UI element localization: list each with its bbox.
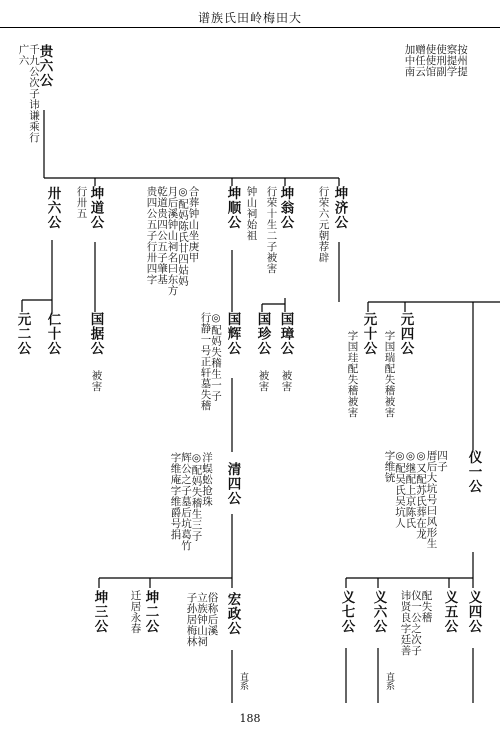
guohui-note xyxy=(200,312,221,411)
person-yuansi-name: 元四公 xyxy=(397,312,414,356)
yuansi-note: 字国瑞配失稽被害 xyxy=(383,330,396,418)
yiyi-note xyxy=(384,450,447,549)
top-right-note-line: 赠任云 xyxy=(414,44,426,77)
kunshun-note-line: ◎配妈陈氏廿四姑妈 xyxy=(177,186,189,287)
yiyi-note-line: 厝后大坑号曰风形生 xyxy=(425,450,438,549)
person-yiwu-name: 义五公 xyxy=(441,590,458,634)
yiwu-note-line: 讳贤良字廷善 xyxy=(399,590,412,656)
person-yiqi-name: 义七公 xyxy=(338,590,355,634)
yiwu-note xyxy=(400,590,432,656)
top-right-note-line: 加中南 xyxy=(403,44,416,77)
kunshun-note-line: 合葬钟山坐庚甲 xyxy=(187,186,200,263)
person-yisi-name: 义四公 xyxy=(465,590,482,634)
kunji-note: 行荣六元朝荐辟 xyxy=(317,186,330,263)
person-qingsi-name: 清四公 xyxy=(224,462,241,506)
yuanshi-note: 字国珪配失稽被害 xyxy=(346,330,359,418)
qingsi-note xyxy=(170,452,212,551)
yiwu-note-line: 仪一公之次子 xyxy=(410,590,422,656)
yiyi-note-line: 字维铳 xyxy=(383,450,396,483)
guozhen-note: 被害 xyxy=(257,370,270,392)
top-right-note-line: 按州提 xyxy=(456,44,468,77)
person-kundao-name: 坤道公 xyxy=(87,186,104,230)
guozhang-note: 被害 xyxy=(280,370,293,392)
person-yiyi-name: 仪一公 xyxy=(465,450,482,494)
guohui-note-line: 行静一号正轩墓失稽 xyxy=(199,312,212,411)
person-yuanshi-name: 元十公 xyxy=(360,312,377,356)
person-kunji-name: 坤济公 xyxy=(331,186,348,230)
person-kunshun-name: 坤顺公 xyxy=(224,186,241,230)
guoju-note: 被害 xyxy=(90,370,103,392)
top-right-note-line: 察提学 xyxy=(445,44,458,77)
kundao-note: 行卅五 xyxy=(75,186,88,219)
person-guohui-name: 国辉公 xyxy=(224,312,241,356)
yiyi-note-line: ◎继配上京陈氏 xyxy=(404,450,417,529)
person-guiliu-name: 贵六公 xyxy=(36,44,53,88)
top-right-note-line: 使刑副 xyxy=(435,44,447,77)
top-right-note xyxy=(404,44,467,77)
qingsi-note-line: 洋蜈蚣抢珠 xyxy=(201,452,213,507)
person-renshi-name: 仁十公 xyxy=(44,312,61,356)
hongzheng-note-line: 立族钟山祠 xyxy=(196,592,208,647)
person-kunsan-name: 坤三公 xyxy=(91,590,108,634)
kuner-note: 迁居永春 xyxy=(129,590,142,634)
guiliu-note xyxy=(18,44,39,143)
kunshun-note-line: 乾道贵四公五子肇基 xyxy=(156,186,168,285)
person-kunweng-name: 坤翁公 xyxy=(277,186,294,230)
yiyi-note-line: ◎配吴氏吴坑人 xyxy=(394,450,406,529)
hongzheng-note-line: 子孙居梅林 xyxy=(185,592,198,647)
qingsi-note-line: 辉公之子墓后坑葛竹 xyxy=(180,452,192,551)
kunshun-note xyxy=(146,186,199,296)
person-hongzheng-name: 宏政公 xyxy=(224,592,241,636)
person-kuner-name: 坤二公 xyxy=(142,590,159,634)
person-guozhen-name: 国珍公 xyxy=(254,312,271,356)
person-yiliu-name: 义六公 xyxy=(370,590,387,634)
yiyi-note-line: ◎又配苏氏葬在龙 xyxy=(415,450,427,540)
kunshun-note-line: 贵四公五子行卅四字 xyxy=(145,186,158,285)
person-yuaner-name: 元二公 xyxy=(14,312,31,356)
guohui-note-line: ◎配妈失稽生一子 xyxy=(210,312,222,402)
hongzheng-note-line: 俗称后溪 xyxy=(206,592,219,636)
qingsi-note-line: 字维庵字维爵号捐 xyxy=(169,452,182,540)
yiliu-direct-tag: 直系 xyxy=(384,672,394,690)
hongzheng-direct-tag: 直系 xyxy=(238,672,248,690)
kunshun-note-line: 月后溪钟山祠名曰东方 xyxy=(166,186,179,296)
yiwu-note-line: 配失稽 xyxy=(420,590,433,623)
qingsi-note-line: ◎配妈失稽生三子 xyxy=(190,452,203,542)
person-guozhang-name: 国璋公 xyxy=(277,312,294,356)
person-saliu-name: 卅六公 xyxy=(44,186,61,230)
page-number: 188 xyxy=(239,712,261,725)
hongzheng-note xyxy=(186,592,218,647)
yiyi-note-line: 四子 xyxy=(436,450,448,472)
top-right-note-line: 使使馆 xyxy=(424,44,437,77)
page-title: 谱族氏田岭梅田大 xyxy=(197,11,302,25)
person-guoju-name: 国据公 xyxy=(87,312,104,356)
guiliu-note-line: 千九公次子讳谦乘行 xyxy=(28,44,40,143)
guiliu-note-line: 广六 xyxy=(17,44,30,66)
zhongshan-note: 钟山祠始祖 xyxy=(245,186,258,241)
kunweng-note: 行荣十生二子被害 xyxy=(265,186,278,274)
